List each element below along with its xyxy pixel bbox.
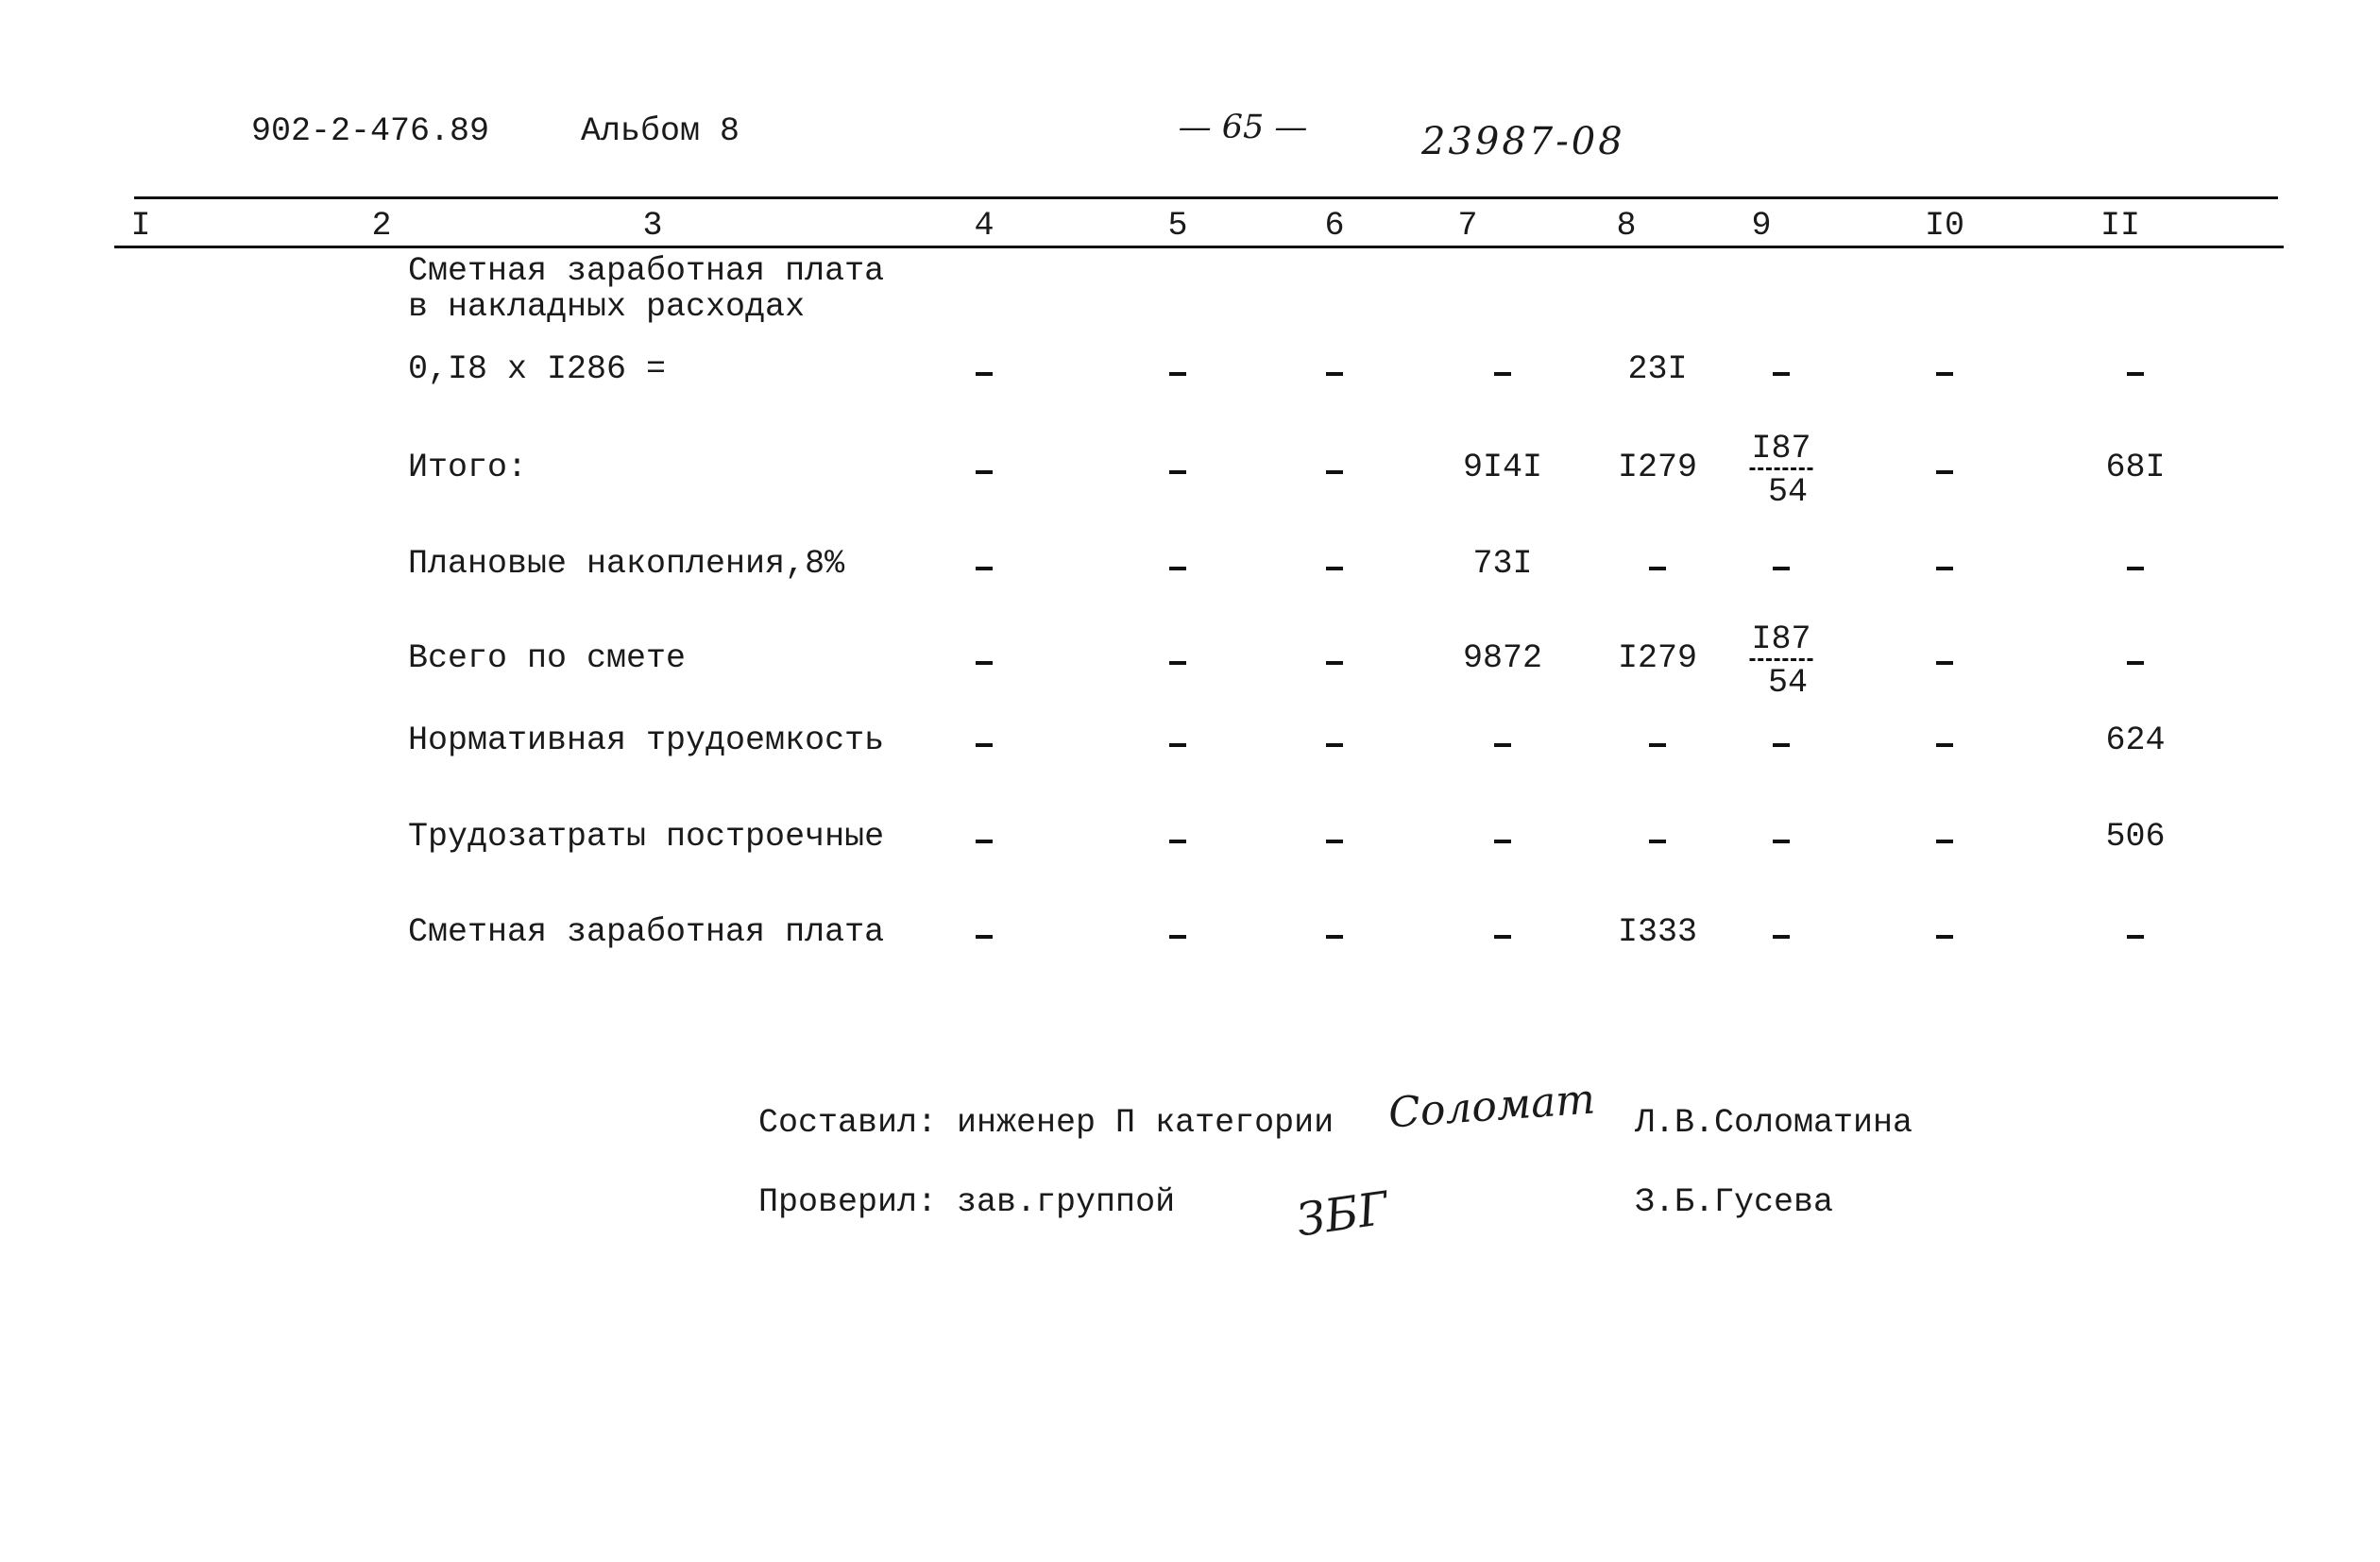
fraction-denominator: 54 <box>1767 473 1809 511</box>
empty-cell-dash <box>1326 372 1343 376</box>
empty-cell-dash <box>1773 935 1790 939</box>
value-cell: I333 <box>1617 913 1698 951</box>
column-header-6: 6 <box>1324 207 1345 245</box>
empty-cell-dash <box>1773 567 1790 570</box>
row-label: Всего по смете <box>408 639 687 677</box>
empty-cell-dash <box>1936 567 1953 570</box>
empty-cell-dash <box>1494 372 1511 376</box>
row-label: 0,I8 x I286 = <box>408 350 667 388</box>
fraction-numerator: I87 <box>1749 623 1812 661</box>
empty-cell-dash <box>976 743 993 747</box>
empty-cell-dash <box>1169 470 1186 474</box>
empty-cell-dash <box>1936 372 1953 376</box>
value-cell: 624 <box>2105 722 2166 759</box>
fraction-cell <box>1749 430 1812 511</box>
checked-signature: ЗБГ <box>1293 1181 1392 1248</box>
fraction-cell <box>1749 620 1812 702</box>
empty-cell-dash <box>1649 840 1666 843</box>
empty-cell-dash <box>1169 743 1186 747</box>
value-cell: I279 <box>1617 449 1698 486</box>
empty-cell-dash <box>2127 567 2144 570</box>
table-top-rule <box>134 196 2278 199</box>
empty-cell-dash <box>976 840 993 843</box>
row-label: Трудозатраты построечные <box>408 818 885 856</box>
empty-cell-dash <box>1936 470 1953 474</box>
row-label: в накладных расходах <box>408 288 806 326</box>
empty-cell-dash <box>1773 840 1790 843</box>
column-header-9: 9 <box>1751 207 1772 245</box>
empty-cell-dash <box>1169 935 1186 939</box>
value-cell: 9872 <box>1462 639 1543 677</box>
empty-cell-dash <box>1936 935 1953 939</box>
empty-cell-dash <box>976 470 993 474</box>
value-cell: I279 <box>1617 639 1698 677</box>
empty-cell-dash <box>1494 935 1511 939</box>
row-label: Сметная заработная плата <box>408 252 885 290</box>
row-label: Сметная заработная плата <box>408 913 885 951</box>
value-cell: 9I4I <box>1462 449 1543 486</box>
row-label: Нормативная трудоемкость <box>408 722 885 759</box>
empty-cell-dash <box>1169 567 1186 570</box>
table-header-rule <box>114 246 2284 248</box>
empty-cell-dash <box>1326 567 1343 570</box>
handwritten-number: 23987-08 <box>1421 120 1625 163</box>
empty-cell-dash <box>1169 661 1186 665</box>
empty-cell-dash <box>1326 661 1343 665</box>
column-header-10: I0 <box>1924 207 1965 245</box>
column-header-2: 2 <box>371 207 392 245</box>
empty-cell-dash <box>1326 743 1343 747</box>
value-cell: 73I <box>1472 545 1533 583</box>
compiled-signature: Соломат <box>1386 1075 1597 1138</box>
row-label: Плановые накопления,8% <box>408 545 845 583</box>
empty-cell-dash <box>976 661 993 665</box>
row-label: Итого: <box>408 449 528 486</box>
empty-cell-dash <box>1326 840 1343 843</box>
column-header-3: 3 <box>642 207 663 245</box>
compiled-by-label: Составил: инженер П категории <box>758 1104 1334 1142</box>
fraction-numerator: I87 <box>1749 433 1812 470</box>
empty-cell-dash <box>1169 840 1186 843</box>
empty-cell-dash <box>2127 661 2144 665</box>
checked-by-name: З.Б.Гусева <box>1635 1183 1834 1221</box>
empty-cell-dash <box>2127 935 2144 939</box>
empty-cell-dash <box>1936 840 1953 843</box>
empty-cell-dash <box>976 567 993 570</box>
document-code: 902-2-476.89 <box>251 112 490 150</box>
column-header-11: II <box>2100 207 2141 245</box>
empty-cell-dash <box>976 935 993 939</box>
empty-cell-dash <box>1494 840 1511 843</box>
empty-cell-dash <box>976 372 993 376</box>
value-cell: 23I <box>1627 350 1688 388</box>
empty-cell-dash <box>1169 372 1186 376</box>
empty-cell-dash <box>1649 743 1666 747</box>
empty-cell-dash <box>1773 372 1790 376</box>
fraction-denominator: 54 <box>1767 664 1809 702</box>
empty-cell-dash <box>1326 935 1343 939</box>
page-number: — 65 — <box>1178 109 1308 146</box>
empty-cell-dash <box>1494 743 1511 747</box>
checked-by-label: Проверил: зав.группой <box>758 1183 1176 1221</box>
empty-cell-dash <box>1649 567 1666 570</box>
compiled-by-name: Л.В.Соломатина <box>1635 1104 1913 1142</box>
column-header-7: 7 <box>1457 207 1478 245</box>
empty-cell-dash <box>1936 743 1953 747</box>
column-header-5: 5 <box>1167 207 1188 245</box>
empty-cell-dash <box>2127 372 2144 376</box>
value-cell: 68I <box>2105 449 2166 486</box>
empty-cell-dash <box>1773 743 1790 747</box>
empty-cell-dash <box>1936 661 1953 665</box>
album-label: Альбом 8 <box>581 112 740 150</box>
value-cell: 506 <box>2105 818 2166 856</box>
empty-cell-dash <box>1326 470 1343 474</box>
column-header-1: I <box>130 207 151 245</box>
column-header-4: 4 <box>974 207 994 245</box>
column-header-8: 8 <box>1616 207 1637 245</box>
